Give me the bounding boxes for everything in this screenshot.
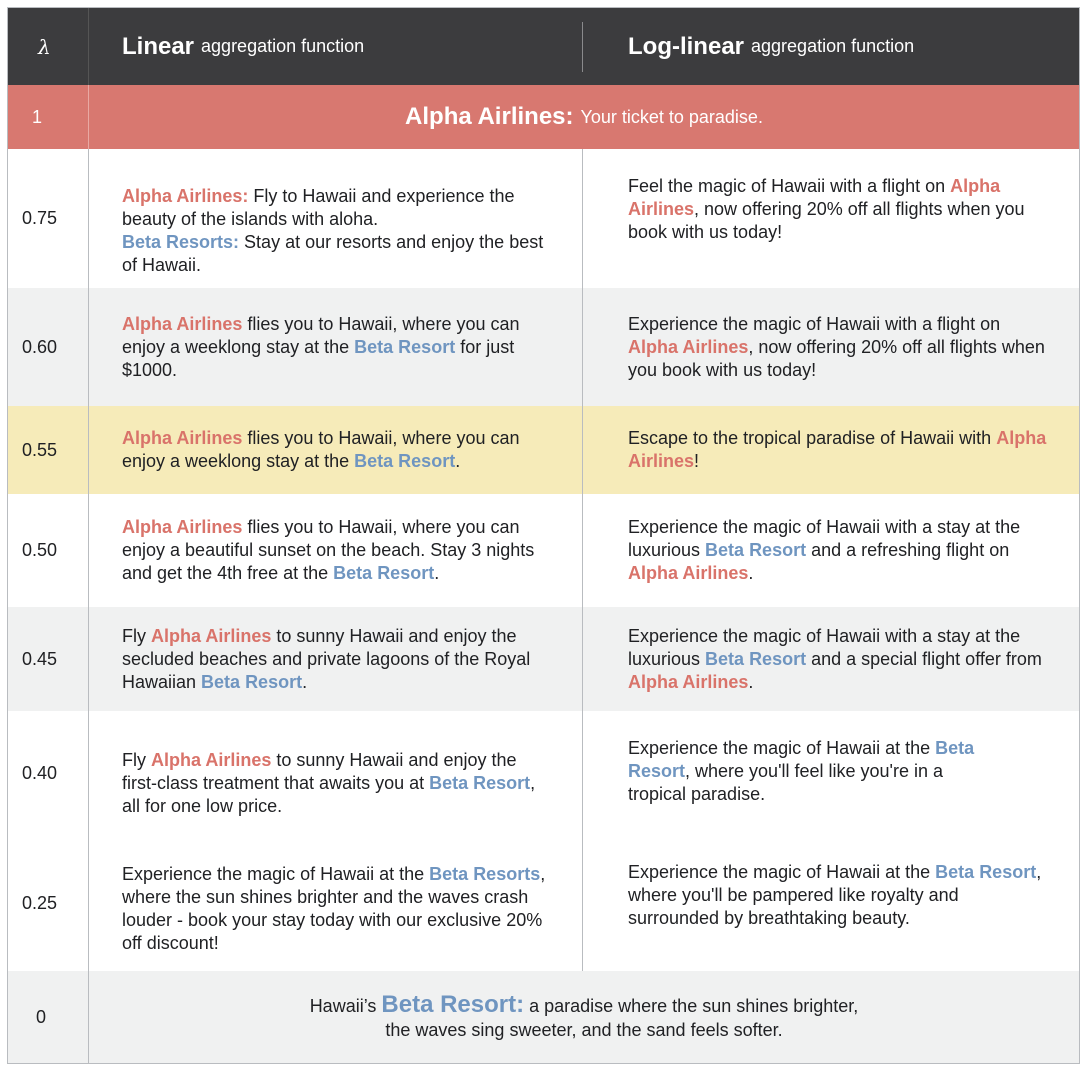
linear-column-header: Linear aggregation function [122, 33, 365, 60]
loglinear-output: Experience the magic of Hawaii with a stay at the luxurious Beta Resort and a refreshing flight on Alpha Airlines. [628, 517, 1021, 583]
table-header [8, 8, 1079, 85]
lambda-value: 0.60 [22, 336, 58, 357]
lambda-value: 1 [32, 106, 43, 127]
lambda-value: 0 [36, 1006, 47, 1027]
row-lambda-040 [8, 711, 1079, 835]
lambda-value: 0.55 [22, 439, 58, 460]
loglinear-output: Feel the magic of Hawaii with a flight on Alpha Airlines, now offering 20% off all flights when you book with us today! [628, 176, 1025, 242]
linear-output: Alpha Airlines: Fly to Hawaii and experience the beauty of the islands with aloha. Beta Resorts: Stay at our resorts and enjoy the best of Hawaii. [122, 186, 544, 275]
row-lambda-045 [8, 607, 1079, 711]
lambda-value: 0.75 [22, 208, 58, 228]
linear-output: Fly Alpha Airlines to sunny Hawaii and enjoy the first-class treatment that awaits you at Beta Resort, all for one low price. [122, 750, 536, 816]
row-lambda-0 [8, 971, 1079, 1063]
merged-output: Hawaii’s Beta Resort: a paradise where the sun shines brighter, the waves sing sweeter, and the sand feels softer. [309, 990, 859, 1040]
row-lambda-1 [8, 85, 1079, 149]
lambda-value: 0.45 [22, 648, 58, 669]
row-lambda-060 [8, 288, 1079, 406]
linear-output: Experience the magic of Hawaii at the Beta Resorts, where the sun shines brighter and the waves crash louder - book your stay today with our exclusive 20% off discount! [122, 864, 546, 953]
loglinear-output: Experience the magic of Hawaii at the Beta Resort, where you'll be pampered like royalty and surrounded by breathtaking beauty. [628, 862, 1042, 928]
linear-output: Alpha Airlines flies you to Hawaii, where you can enjoy a weeklong stay at the Beta Resort. [122, 428, 520, 471]
loglinear-output: Escape to the tropical paradise of Hawaii with Alpha Airlines! [628, 428, 1047, 471]
lambda-value: 0.25 [22, 892, 58, 913]
lambda-header: λ [38, 34, 51, 59]
loglinear-output: Experience the magic of Hawaii with a flight on Alpha Airlines, now offering 20% off all flights when you book with us today! [628, 313, 1045, 380]
lambda-value: 0.50 [22, 540, 58, 560]
comparison-table [7, 7, 1080, 1064]
loglinear-column-header: Log-linear aggregation function [628, 33, 915, 60]
row-lambda-055 [8, 406, 1079, 494]
loglinear-output: Experience the magic of Hawaii with a stay at the luxurious Beta Resort and a special flight offer from Alpha Airlines. [628, 625, 1042, 692]
linear-output: Alpha Airlines flies you to Hawaii, where you can enjoy a weeklong stay at the Beta Resort for just $1000. [122, 313, 520, 380]
loglinear-output: Experience the magic of Hawaii at the Beta Resort, where you'll feel like you're in a tropical paradise. [628, 738, 975, 804]
merged-output: Alpha Airlines: Your ticket to paradise. [405, 103, 763, 130]
row-lambda-050 [8, 494, 1079, 607]
row-lambda-025 [8, 835, 1079, 971]
row-lambda-075 [8, 149, 1079, 288]
linear-output: Alpha Airlines flies you to Hawaii, where you can enjoy a beautiful sunset on the beach. Stay 3 nights and get the 4th free at the Beta Resort. [122, 517, 535, 583]
lambda-value: 0.40 [22, 762, 58, 783]
header-divider [582, 22, 583, 72]
linear-output: Fly Alpha Airlines to sunny Hawaii and enjoy the secluded beaches and private lagoons of the Royal Hawaiian Beta Resort. [122, 625, 531, 692]
